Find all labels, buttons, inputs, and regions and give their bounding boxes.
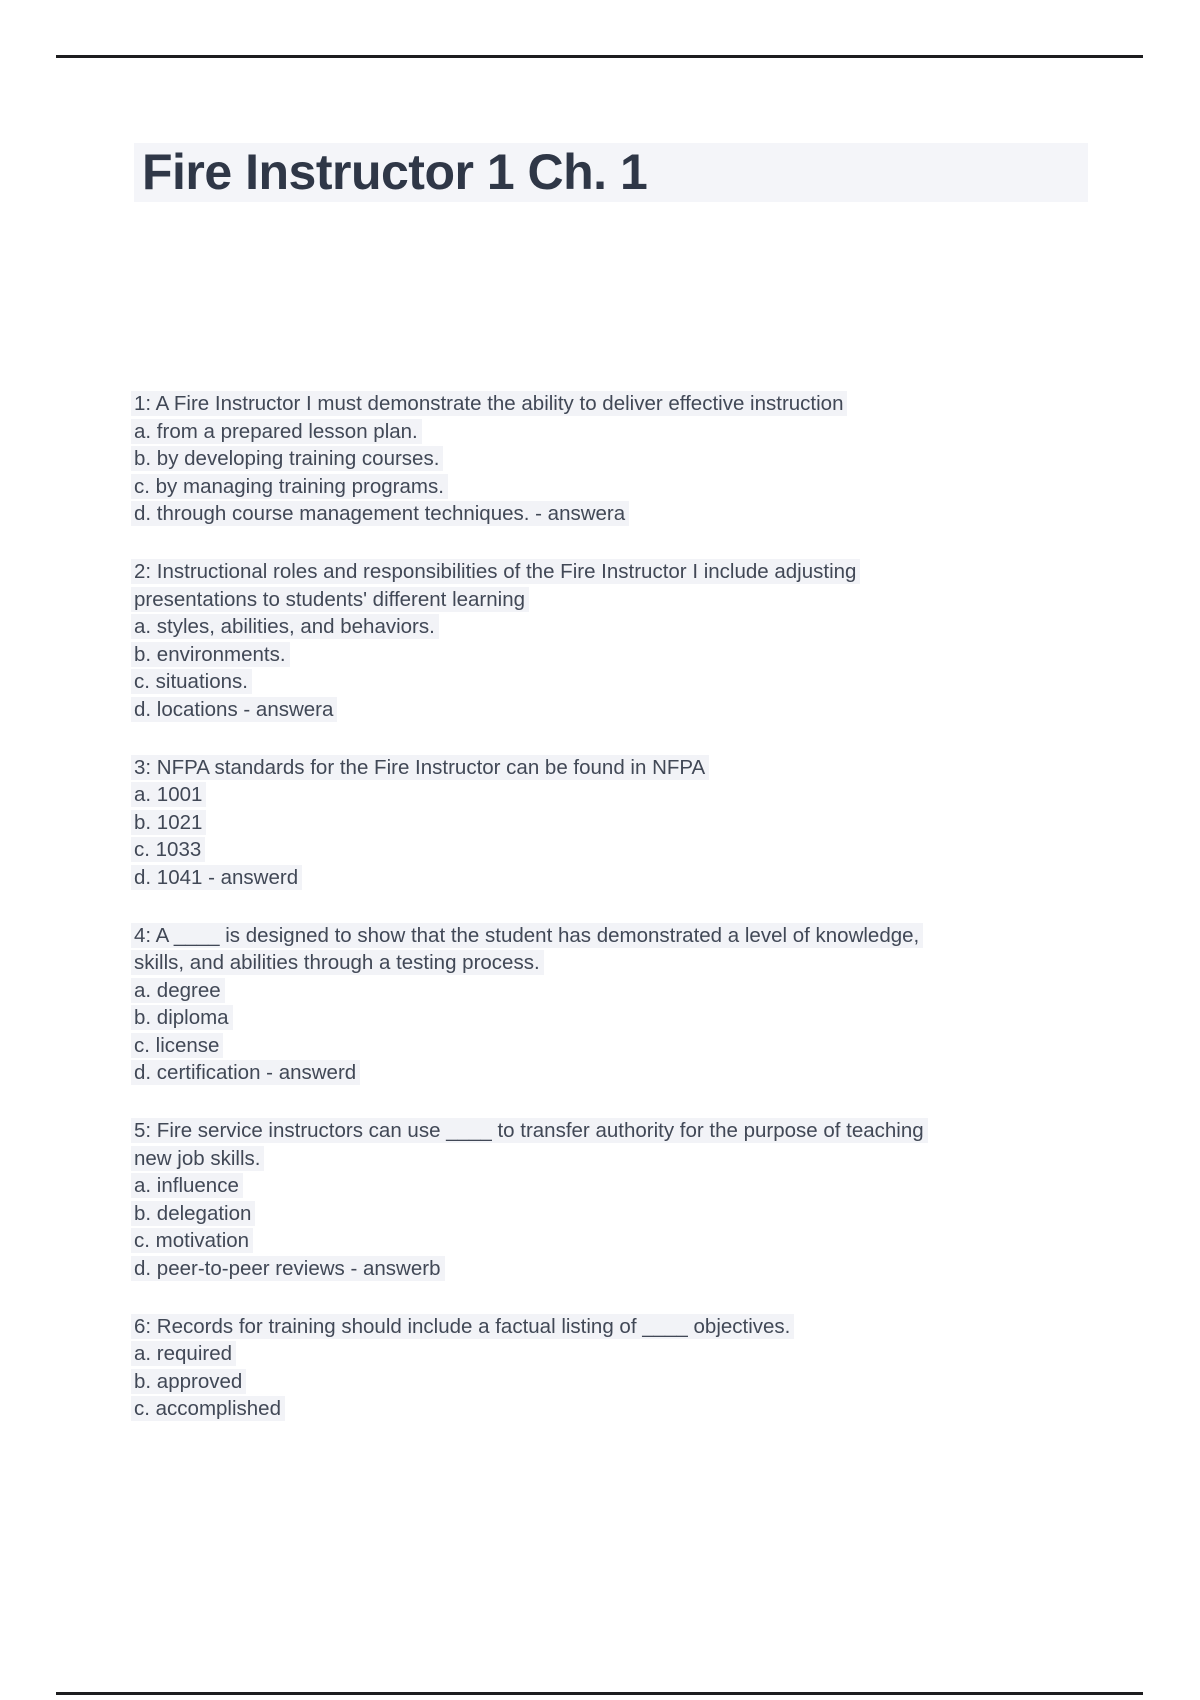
- question-text-line: 1: A Fire Instructor I must demonstrate the ability to deliver effective instruction: [131, 391, 847, 416]
- text-line-wrap: [134, 1200, 1114, 1228]
- question-text-line: d. through course management techniques. - answera: [131, 501, 629, 526]
- question-block: [134, 754, 1114, 892]
- question-text-line: c. situations.: [131, 669, 252, 694]
- question-block: [134, 922, 1114, 1088]
- text-line-wrap: [134, 1368, 1114, 1396]
- text-line-wrap: [134, 1340, 1114, 1368]
- text-line-wrap: [134, 781, 1114, 809]
- question-block: [134, 390, 1114, 528]
- text-line-wrap: [134, 668, 1114, 696]
- page-top-border: [56, 55, 1143, 58]
- text-line-wrap: [134, 473, 1114, 501]
- question-text-line: d. 1041 - answerd: [131, 865, 302, 890]
- question-text-line: 4: A ____ is designed to show that the student has demonstrated a level of knowledge,: [131, 923, 923, 948]
- text-line-wrap: [134, 1395, 1114, 1423]
- text-line-wrap: [134, 1172, 1114, 1200]
- text-line-wrap: [134, 949, 1114, 977]
- question-list: [134, 390, 1114, 1453]
- text-line-wrap: [134, 1255, 1114, 1283]
- question-text-line: a. influence: [131, 1173, 243, 1198]
- text-line-wrap: [134, 696, 1114, 724]
- question-text-line: b. 1021: [131, 810, 206, 835]
- question-text-line: a. degree: [131, 978, 225, 1003]
- question-text-line: c. by managing training programs.: [131, 474, 448, 499]
- text-line-wrap: [134, 836, 1114, 864]
- page-title-highlight: [134, 143, 1088, 202]
- text-line-wrap: [134, 586, 1114, 614]
- question-text-line: b. by developing training courses.: [131, 446, 443, 471]
- text-line-wrap: [134, 1227, 1114, 1255]
- page-bottom-border: [56, 1692, 1143, 1695]
- question-text-line: 2: Instructional roles and responsibilities of the Fire Instructor I include adjusting: [131, 559, 860, 584]
- text-line-wrap: [134, 418, 1114, 446]
- question-block: [134, 1313, 1114, 1423]
- question-text-line: a. required: [131, 1341, 236, 1366]
- text-line-wrap: [134, 390, 1114, 418]
- text-line-wrap: [134, 977, 1114, 1005]
- text-line-wrap: [134, 1117, 1114, 1145]
- question-text-line: a. styles, abilities, and behaviors.: [131, 614, 439, 639]
- question-text-line: c. accomplished: [131, 1396, 285, 1421]
- question-text-line: b. delegation: [131, 1201, 255, 1226]
- question-text-line: b. diploma: [131, 1005, 233, 1030]
- question-text-line: d. peer-to-peer reviews - answerb: [131, 1256, 445, 1281]
- text-line-wrap: [134, 613, 1114, 641]
- text-line-wrap: [134, 500, 1114, 528]
- text-line-wrap: [134, 558, 1114, 586]
- question-text-line: d. locations - answera: [131, 697, 337, 722]
- question-text-line: 3: NFPA standards for the Fire Instructor can be found in NFPA: [131, 755, 709, 780]
- text-line-wrap: [134, 754, 1114, 782]
- text-line-wrap: [134, 445, 1114, 473]
- question-text-line: b. approved: [131, 1369, 246, 1394]
- question-text-line: a. from a prepared lesson plan.: [131, 419, 422, 444]
- question-text-line: presentations to students' different learning: [131, 587, 529, 612]
- text-line-wrap: [134, 641, 1114, 669]
- text-line-wrap: [134, 809, 1114, 837]
- text-line-wrap: [134, 1004, 1114, 1032]
- text-line-wrap: [134, 864, 1114, 892]
- question-text-line: c. motivation: [131, 1228, 253, 1253]
- text-line-wrap: [134, 1059, 1114, 1087]
- page-title: Fire Instructor 1 Ch. 1: [142, 144, 648, 200]
- question-text-line: a. 1001: [131, 782, 206, 807]
- question-text-line: 5: Fire service instructors can use ____ to transfer authority for the purpose of teaching: [131, 1118, 928, 1143]
- question-block: [134, 558, 1114, 724]
- question-text-line: b. environments.: [131, 642, 290, 667]
- text-line-wrap: [134, 1313, 1114, 1341]
- question-text-line: c. 1033: [131, 837, 205, 862]
- question-text-line: c. license: [131, 1033, 223, 1058]
- question-text-line: 6: Records for training should include a factual listing of ____ objectives.: [131, 1314, 794, 1339]
- text-line-wrap: [134, 922, 1114, 950]
- text-line-wrap: [134, 1032, 1114, 1060]
- question-text-line: d. certification - answerd: [131, 1060, 360, 1085]
- question-text-line: skills, and abilities through a testing process.: [131, 950, 544, 975]
- question-text-line: new job skills.: [131, 1146, 264, 1171]
- question-block: [134, 1117, 1114, 1283]
- text-line-wrap: [134, 1145, 1114, 1173]
